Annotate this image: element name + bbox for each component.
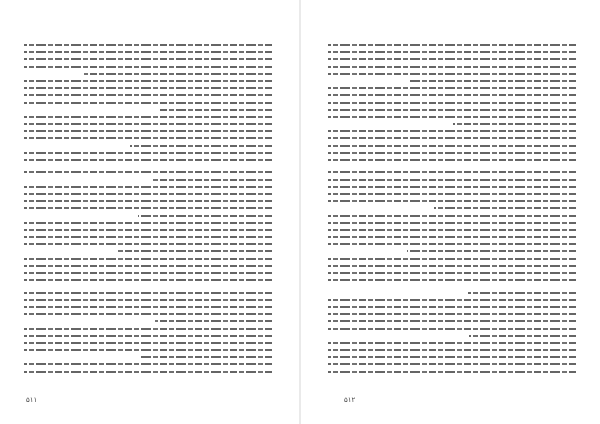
text-line-placeholder xyxy=(24,213,272,219)
text-line-placeholder xyxy=(24,100,272,106)
text-line-placeholder xyxy=(24,227,272,233)
right-page xyxy=(300,0,600,424)
text-line-placeholder xyxy=(328,277,576,283)
text-line-placeholder xyxy=(24,333,272,339)
text-line-placeholder xyxy=(328,143,576,149)
text-line-placeholder xyxy=(24,248,272,254)
text-line-placeholder xyxy=(24,177,272,183)
text-line-placeholder xyxy=(328,128,576,134)
text-line-placeholder xyxy=(24,85,272,91)
text-line-placeholder xyxy=(328,304,576,310)
text-line-placeholder xyxy=(328,114,576,120)
text-line-placeholder xyxy=(328,333,576,339)
text-line-placeholder xyxy=(24,354,272,360)
text-line-placeholder xyxy=(328,347,576,353)
text-line-placeholder xyxy=(328,191,576,197)
text-line-placeholder xyxy=(328,157,576,163)
text-line-placeholder xyxy=(24,263,272,269)
text-line-placeholder xyxy=(328,290,576,296)
text-line-placeholder xyxy=(24,107,272,113)
text-line-placeholder xyxy=(24,198,272,204)
text-line-placeholder xyxy=(328,107,576,113)
text-line-placeholder xyxy=(328,354,576,360)
text-line-placeholder xyxy=(328,164,576,168)
text-line-placeholder xyxy=(328,198,576,204)
text-line-placeholder xyxy=(328,100,576,106)
text-line-placeholder xyxy=(24,157,272,163)
text-line-placeholder xyxy=(24,277,272,283)
text-line-placeholder xyxy=(328,92,576,98)
text-line-placeholder xyxy=(24,304,272,310)
text-line-placeholder xyxy=(24,318,272,324)
text-line-placeholder xyxy=(24,311,272,317)
text-line-placeholder xyxy=(24,297,272,303)
text-line-placeholder xyxy=(328,241,576,247)
text-line-placeholder xyxy=(328,311,576,317)
text-line-placeholder xyxy=(24,361,272,367)
text-line-placeholder xyxy=(24,42,272,48)
text-line-placeholder xyxy=(24,64,272,70)
text-line-placeholder xyxy=(24,340,272,346)
text-line-placeholder xyxy=(328,184,576,190)
text-line-placeholder xyxy=(24,270,272,276)
text-line-placeholder xyxy=(328,150,576,156)
text-line-placeholder xyxy=(328,135,576,141)
text-line-placeholder xyxy=(328,78,576,84)
text-line-placeholder xyxy=(24,114,272,120)
text-line-placeholder xyxy=(24,369,272,375)
text-line-placeholder xyxy=(328,340,576,346)
text-line-placeholder xyxy=(24,135,272,141)
text-line-placeholder xyxy=(24,92,272,98)
text-line-placeholder xyxy=(24,347,272,353)
text-line-placeholder xyxy=(328,220,576,226)
text-line-placeholder xyxy=(328,85,576,91)
text-line-placeholder xyxy=(328,263,576,269)
text-line-placeholder xyxy=(328,248,576,254)
text-line-placeholder xyxy=(328,297,576,303)
text-line-placeholder xyxy=(328,361,576,367)
text-line-placeholder xyxy=(328,318,576,324)
text-line-placeholder xyxy=(328,256,576,262)
text-line-placeholder xyxy=(24,128,272,134)
text-line-placeholder xyxy=(328,326,576,332)
text-line-placeholder xyxy=(328,49,576,55)
text-line-placeholder xyxy=(24,241,272,247)
text-line-placeholder xyxy=(24,220,272,226)
text-line-placeholder xyxy=(328,227,576,233)
text-line-placeholder xyxy=(328,169,576,175)
left-page-number: ۵۱۱ xyxy=(26,396,38,404)
text-line-placeholder xyxy=(24,143,272,149)
text-line-placeholder xyxy=(24,326,272,332)
right-page-number: ۵۱۲ xyxy=(344,396,356,404)
text-line-placeholder xyxy=(328,205,576,211)
text-line-placeholder xyxy=(328,234,576,240)
text-line-placeholder xyxy=(328,177,576,183)
text-line-placeholder xyxy=(328,121,576,127)
text-line-placeholder xyxy=(24,49,272,55)
text-line-placeholder xyxy=(24,169,272,175)
text-line-placeholder xyxy=(24,56,272,62)
text-line-placeholder xyxy=(24,78,272,84)
text-line-placeholder xyxy=(328,71,576,77)
text-line-placeholder xyxy=(328,42,576,48)
text-line-placeholder xyxy=(328,270,576,276)
text-line-placeholder xyxy=(328,56,576,62)
text-line-placeholder xyxy=(24,71,272,77)
text-line-placeholder xyxy=(24,150,272,156)
text-line-placeholder xyxy=(328,64,576,70)
text-line-placeholder xyxy=(24,121,272,127)
text-line-placeholder xyxy=(24,284,272,288)
text-line-placeholder xyxy=(24,256,272,262)
text-line-placeholder xyxy=(328,213,576,219)
text-line-placeholder xyxy=(24,234,272,240)
text-line-placeholder xyxy=(24,184,272,190)
text-line-placeholder xyxy=(328,369,576,375)
text-line-placeholder xyxy=(24,290,272,296)
text-line-placeholder xyxy=(24,205,272,211)
text-line-placeholder xyxy=(24,191,272,197)
left-page-text-block xyxy=(24,42,272,386)
right-page-text-block xyxy=(328,42,576,386)
text-line-placeholder xyxy=(24,164,272,168)
text-line-placeholder xyxy=(328,284,576,288)
